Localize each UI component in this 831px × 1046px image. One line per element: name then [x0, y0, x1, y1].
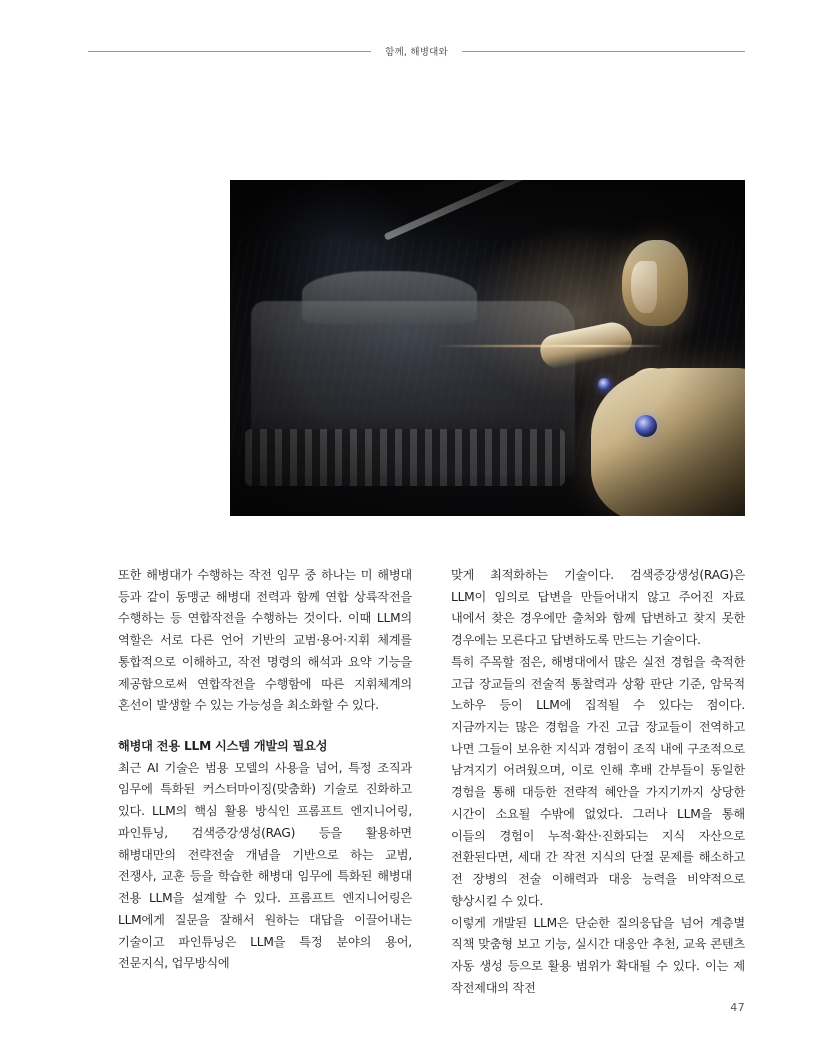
page-number: 47 — [730, 1001, 745, 1014]
body-columns — [118, 565, 745, 999]
left-column-spacer — [118, 717, 412, 736]
running-head-rule-right — [462, 51, 745, 52]
running-head-rule-left — [88, 51, 371, 52]
figure-image — [230, 180, 745, 516]
figure-vignette — [230, 180, 745, 516]
right-paragraph-1: 맞게 최적화하는 기술이다. 검색증강생성(RAG)은 LLM이 임의로 답변을 만들어내지 않고 주어진 자료 내에서 찾은 경우에만 출처와 함께 답변하고 찾지 못한 경우에는 모른다고 답변하도록 만드는 기술이다. — [451, 568, 745, 648]
left-paragraph-2: 최근 AI 기술은 범용 모델의 사용을 넘어, 특정 조직과 임무에 특화된 커스터마이징(맞춤화) 기술로 진화하고 있다. LLM의 핵심 활용 방식인 프롬프트 엔지니어링, 파인튜닝, 검색증강생성(RAG) 등을 활용하면 해병대만의 전략전술 개념을 기반으로 하는 교범, 전쟁사, 교훈 등을 학습한 해병대 임무에 특화된 해병대 전용 LLM을 설계할 수 있다. 프롬프트 엔지니어링은 LLM에게 질문을 잘해서 원하는 대답을 이끌어내는 기술이고 파인튜닝은 LLM을 특정 분야의 용어, 전문지식, 업무방식에 — [118, 760, 412, 971]
right-paragraph-3: 이렇게 개발된 LLM은 단순한 질의응답을 넘어 계층별 직책 맞춤형 보고 기능, 실시간 대응안 추천, 교육 콘텐츠 자동 생성 등으로 활용 범위가 확대될 수 있다. 이는 제 작전제대의 작전 — [451, 915, 745, 995]
left-column — [118, 565, 412, 999]
running-head-text: 함께, 해병대와 — [385, 47, 448, 58]
section-subheading: 해병대 전용 LLM 시스템 개발의 필요성 — [118, 739, 328, 754]
right-paragraph-2: 특히 주목할 점은, 해병대에서 많은 실전 경험을 축적한 고급 장교들의 전술적 통찰력과 상황 판단 기준, 암묵적 노하우 등이 LLM에 집적될 수 있다는 점이다. 지금까지는 많은 경험을 가진 고급 장교들이 전역하고 나면 그들이 보유한 지식과 경험이 조직 내에 구조적으로 남겨지기 어려웠으며, 이로 인해 후배 간부들이 동일한 경험을 통해 대등한 전략적 혜안을 가지기까지 상당한 시간이 소요될 수밖에 없었다. 그러나 LLM을 통해 이들의 경험이 누적·확산·진화되는 지식 자산으로 전환된다면, 세대 간 작전 지식의 단절 문제를 해소하고 전 장병의 전술 이해력과 대응 능력을 비약적으로 향상시킬 수 있다. — [451, 654, 745, 908]
running-head — [88, 44, 745, 58]
left-paragraph-1: 또한 해병대가 수행하는 작전 임무 중 하나는 미 해병대 등과 같이 동맹군 해병대 전력과 함께 연합 상륙작전을 수행하는 등 연합작전을 수행하는 것이다. 이때 LLM의 역할은 서로 다른 언어 기반의 교범·용어·지휘 체계를 통합적으로 이해하고, 작전 명령의 해석과 요약 기능을 제공함으로써 연합작전을 수행함에 따른 지휘체계의 혼선이 발생할 수 있는 가능성을 최소화할 수 있다. — [118, 568, 412, 713]
right-column — [451, 565, 745, 999]
